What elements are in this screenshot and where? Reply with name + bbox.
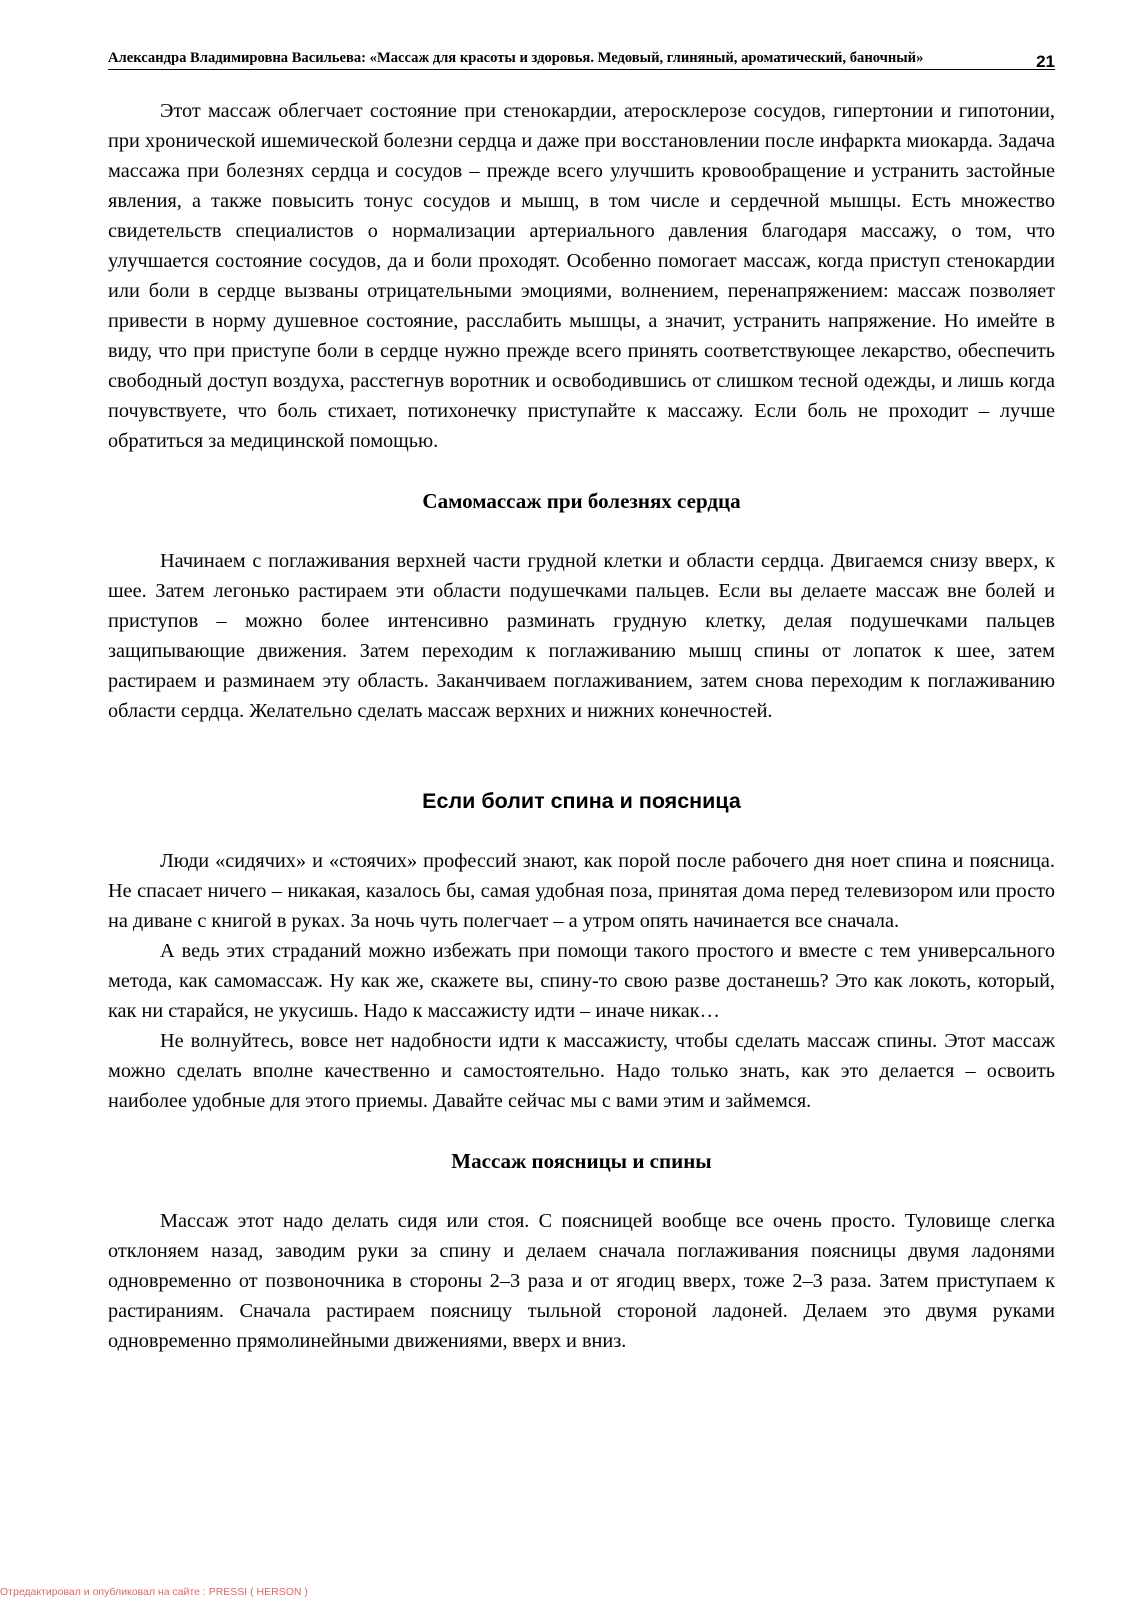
paragraph-intro: Этот массаж облегчает состояние при стенокардии, атеросклерозе сосудов, гипертонии и гипотонии, при хронической ишемической болезни сердца и даже при восстановлении после инфаркта миокарда. Задача массажа при болезнях сердца и сосудов – прежде всего улучшить кровообращение и устранить застойные явления, а также повысить тонус сосудов и мышц, в том числе и сердечной мышцы. Есть множество свидетельств специалистов о нормализации артериального давления благодаря массажу, о том, что улучшается состояние сосудов, да и боли проходят. Особенно помогает массаж, когда приступ стенокардии или боли в сердце вызваны отрицательными эмоциями, волнением, перенапряжением: массаж позволяет привести в норму душевное состояние, расслабить мышцы, а значит, устранить напряжение. Но имейте в виду, что при приступе боли в сердце нужно прежде всего принять соответствующее лекарство, обеспечить свободный доступ воздуха, расстегнув воротник и освободившись от слишком тесной одежды, и лишь когда почувствуете, что боль стихает, потихонечку приступайте к массажу. Если боль не проходит – лучше обратиться за медицинской помощью. bbox=[108, 100, 1055, 452]
paragraph-back-2: А ведь этих страданий можно избежать при помощи такого простого и вместе с тем универсального метода, как самомассаж. Ну как же, скажете вы, спину-то свою разве достанешь? Это как локоть, который, как ни старайся, не укусишь. Надо к массажисту идти – иначе никак… bbox=[108, 940, 1055, 1022]
heading-heart-self-massage: Самомассаж при болезнях сердца bbox=[422, 489, 741, 513]
paragraph-lower-back: Массаж этот надо делать сидя или стоя. С поясницей вообще все очень просто. Туловище слегка отклоняем назад, заводим руки за спину и делаем сначала поглаживания поясницы двумя ладонями одновременно от позвоночника в стороны 2–3 раза и от ягодиц вверх, тоже 2–3 раза. Затем приступаем к растираниям. Сначала растираем поясницу тыльной стороной ладоней. Делаем это двумя руками одновременно прямолинейными движениями, вверх и вниз. bbox=[108, 1210, 1055, 1352]
book-title: Александра Владимировна Васильева: «Массаж для красоты и здоровья. Медовый, глиняный, ароматический, баночный» bbox=[108, 50, 924, 66]
heading-lower-back-massage: Массаж поясницы и спины bbox=[451, 1149, 712, 1173]
page-content bbox=[108, 96, 1055, 1356]
heading-back-pain: Если болит спина и поясница bbox=[422, 789, 741, 813]
paragraph-back-3: Не волнуйтесь, вовсе нет надобности идти к массажисту, чтобы сделать массаж спины. Этот массаж можно сделать вполне качественно и самостоятельно. Надо только знать, как это делается – освоить наиболее удобные для этого приемы. Давайте сейчас мы с вами этим и займемся. bbox=[108, 1030, 1055, 1112]
page-number: 21 bbox=[1036, 52, 1055, 71]
page-header bbox=[108, 50, 1055, 70]
publisher-footer: Отредактировал и опубликовал на сайте : PRESSI ( HERSON ) bbox=[0, 1586, 308, 1598]
paragraph-back-1: Люди «сидячих» и «стоячих» профессий знают, как порой после рабочего дня ноет спина и поясница. Не спасает ничего – никакая, казалось бы, самая удобная поза, принятая дома перед телевизором или просто на диване с книгой в руках. За ночь чуть полегчает – а утром опять начинается все сначала. bbox=[108, 850, 1055, 932]
paragraph-heart: Начинаем с поглаживания верхней части грудной клетки и области сердца. Двигаемся снизу вверх, к шее. Затем легонько растираем эти области подушечками пальцев. Если вы делаете массаж вне болей и приступов – можно более интенсивно разминать грудную клетку, делая подушечками пальцев защипывающие движения. Затем переходим к поглаживанию мышц спины от лопаток к шее, затем растираем и разминаем эту область. Заканчиваем поглаживанием, затем снова переходим к поглаживанию области сердца. Желательно сделать массаж верхних и нижних конечностей. bbox=[108, 550, 1055, 722]
